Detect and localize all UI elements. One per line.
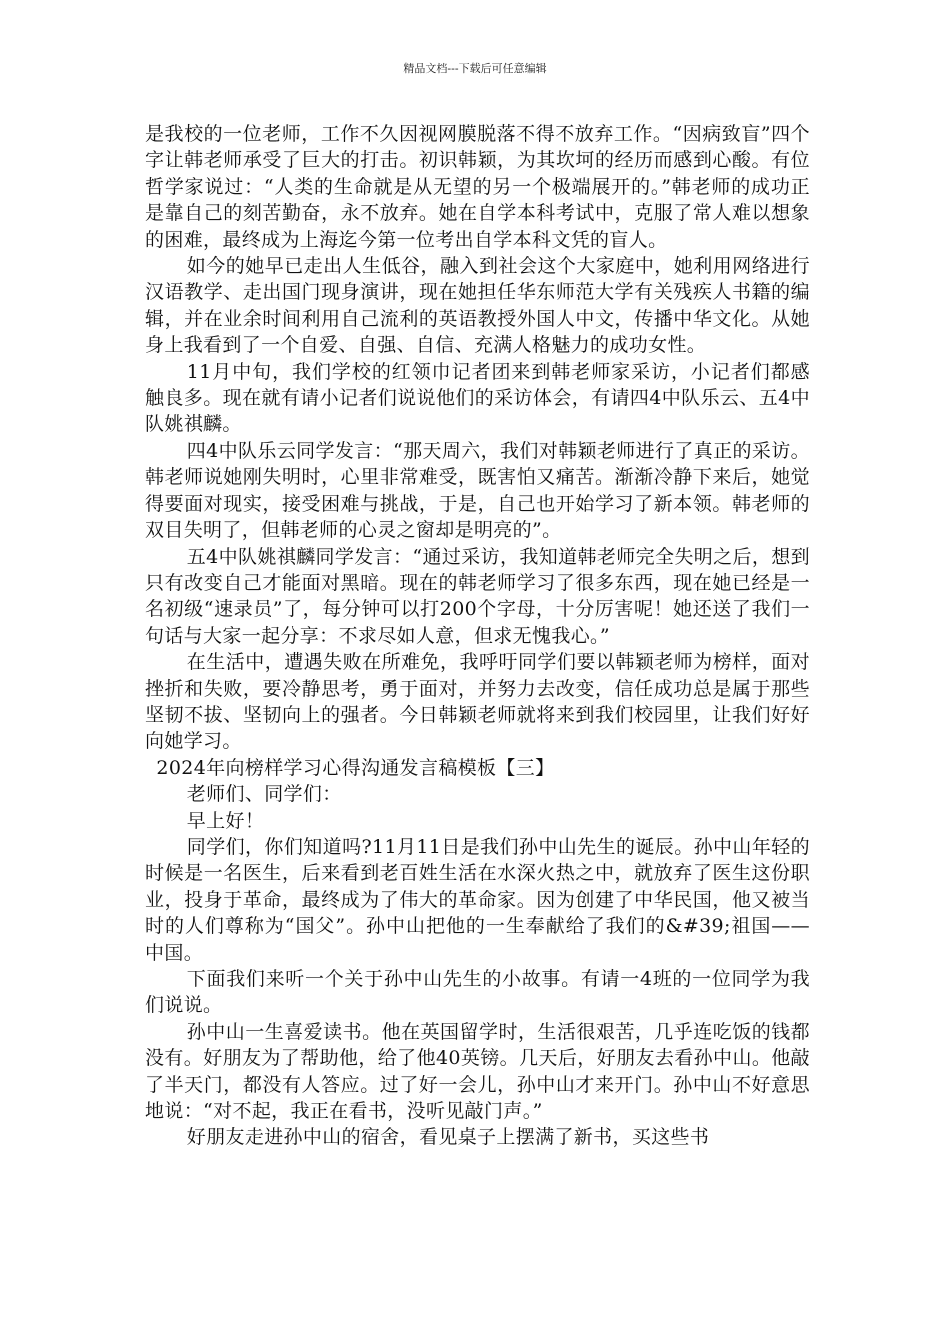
paragraph-han-ying-intro: 是我校的一位老师，工作不久因视网膜脱落不得不放弃工作。“因病致盲”四个字让韩老师承受了巨大的打击。初识韩颖，为其坎坷的经历而感到心酸。有位哲学家说过：“人类的生命就是从无望的另一个极端展开的。”韩老师的成功正是靠自己的刻苦勤奋，永不放弃。她在自学本科考试中，克服了常人难以想象的困难，最终成为上海迄今第一位考出自学本科文凭的盲人。	[145, 123, 810, 251]
section-heading: 2024年向榜样学习心得沟通发言稿模板【三】	[156, 756, 555, 779]
paragraph-reporter-visit: 11月中旬，我们学校的红领巾记者团来到韩老师家采访，小记者们都感触良多。现在就有请小记者们说说他们的采访体会，有请四4中队乐云、五4中队姚祺麟。	[145, 360, 810, 436]
paragraph-story-books: 好朋友走进孙中山的宿舍，看见桌子上摆满了新书，买这些书	[186, 1126, 710, 1149]
paragraph-story-reading: 孙中山一生喜爱读书。他在英国留学时，生活很艰苦，几乎连吃饭的钱都没有。好朋友为了帮助他，给了他40英镑。几天后，好朋友去看孙中山。他敲了半天门，都没有人答应。过了好一会儿，孙中山才来开门。孙中山不好意思地说：“对不起，我正在看书，没听见敲门声。”	[145, 1020, 810, 1123]
paragraph-good-morning: 早上好！	[186, 809, 265, 832]
document-body	[145, 121, 810, 1151]
paragraph-story-invite: 下面我们来听一个关于孙中山先生的小故事。有请一4班的一位同学为我们说说。	[145, 968, 810, 1017]
page-header: 精品文档---下载后可任意编辑	[403, 62, 547, 75]
paragraph-greeting: 老师们、同学们：	[186, 783, 342, 806]
paragraph-sun-yatsen-intro: 同学们，你们知道吗?11月11日是我们孙中山先生的诞辰。孙中山年轻的时候是一名医生，后来看到老百姓生活在水深火热之中，就放弃了医生这份职业，投身于革命，最终成为了伟大的革命家。因为创建了中华民国，他又被当时的人们尊称为“国父”。孙中山把他的一生奉献给了我们的&#39;祖国——中国。	[145, 835, 810, 964]
paragraph-han-ying-today: 如今的她早已走出人生低谷，融入到社会这个大家庭中，她利用网络进行汉语教学、走出国门现身演讲，现在她担任华东师范大学有关残疾人书籍的编辑，并在业余时间利用自己流利的英语教授外国人中文，传播中华文化。从她身上我看到了一个自爱、自强、自信、充满人格魅力的成功女性。	[145, 255, 810, 357]
paragraph-yao-qilin-speech: 五4中队姚祺麟同学发言：“通过采访，我知道韩老师完全失明之后，想到只有改变自己才能面对黑暗。现在的韩老师学习了很多东西，现在她已经是一名初级“速录员”了，每分钟可以打200个字母，十分厉害呢！她还送了我们一句话与大家一起分享：不求尽如人意，但求无愧我心。”	[145, 545, 810, 647]
paragraph-le-yun-speech: 四4中队乐云同学发言：“那天周六，我们对韩颖老师进行了真正的采访。韩老师说她刚失明时，心里非常难受，既害怕又痛苦。渐渐冷静下来后，她觉得要面对现实，接受困难与挑战，于是，自己也开始学习了新本领。韩老师的双目失明了，但韩老师的心灵之窗却是明亮的”。	[145, 439, 810, 542]
paragraph-call-to-learn: 在生活中，遭遇失败在所难免，我呼吁同学们要以韩颖老师为榜样，面对挫折和失败，要冷静思考，勇于面对，并努力去改变，信任成功总是属于那些坚韧不拔、坚韧向上的强者。今日韩颖老师就将来到我们校园里，让我们好好向她学习。	[145, 651, 810, 753]
